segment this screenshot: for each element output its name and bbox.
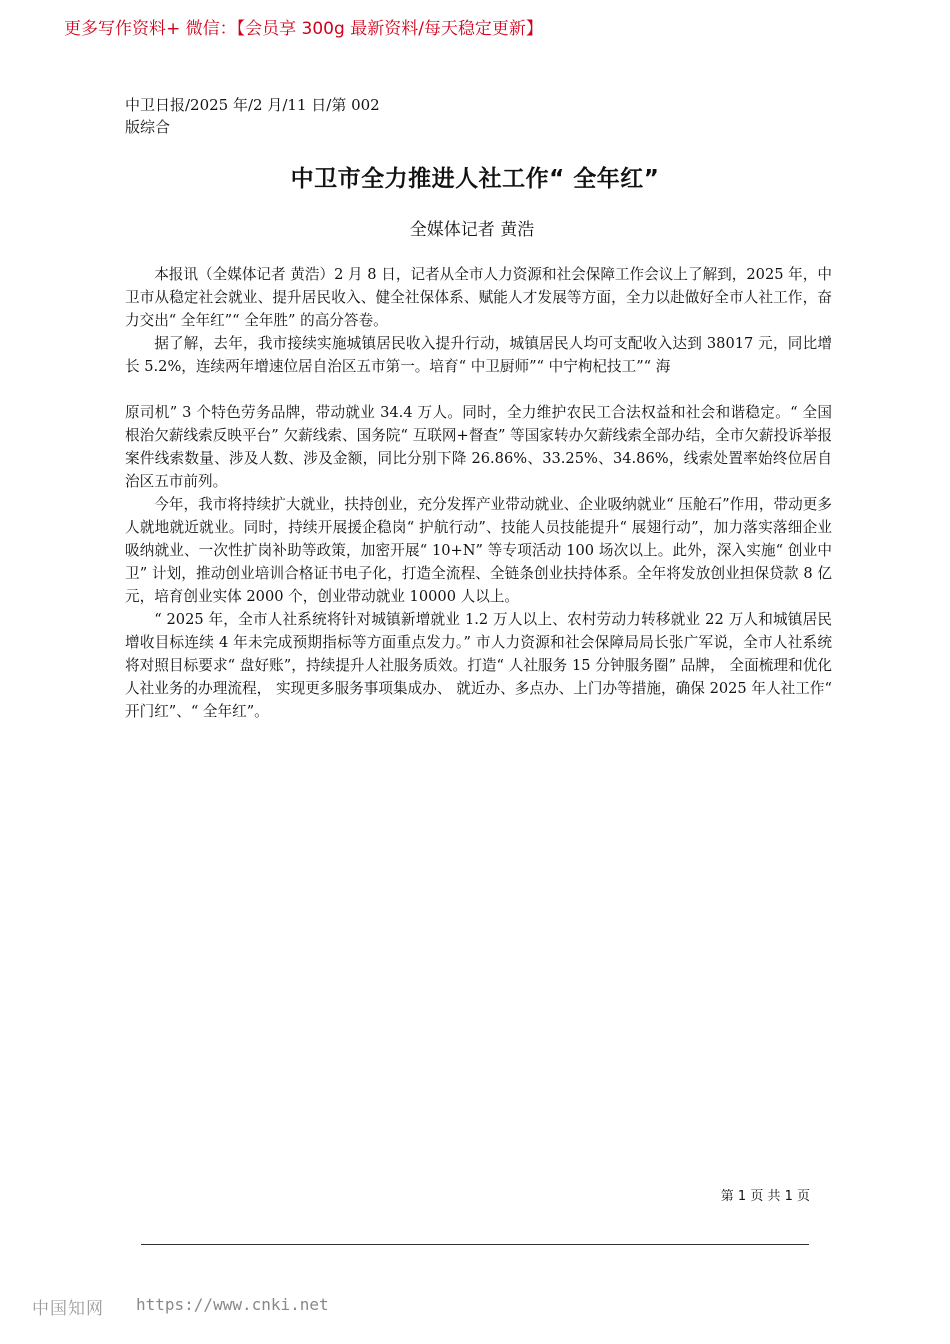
paragraph-employment-plan: 今年，我市将持续扩大就业，扶持创业，充分发挥产业带动就业、企业吸纳就业“ 压舱石”作用，带动更多人就地就近就业。同时，持续开展援企稳岗“ 护航行动”、技能人员技能提升“ 展翅行动”，加力落实落细企业吸纳就业、一次性扩岗补助等政策，加密开展“ 10+N” 等专项活动 100 场次以上。此外，深入实施“ 创业中卫” 计划，推动创业培训合格证书电子化，打造全流程、全链条创业扶持体系。全年将发放创业担保贷款 8 亿元，培育创业实体 2000 个，创业带动就业 10000 人以上。 bbox=[125, 496, 832, 605]
paragraph-income: 据了解，去年，我市接续实施城镇居民收入提升行动，城镇居民人均可支配收入达到 38017 元，同比增长 5.2%，连续两年增速位居自治区五市第一。培育“ 中卫厨师”“ 中宁枸杞技工”“ 海 bbox=[125, 335, 832, 375]
paragraph-wage-protection: 原司机” 3 个特色劳务品牌，带动就业 34.4 万人。同时，全力维护农民工合法权益和社会和谐稳定。“ 全国根治欠薪线索反映平台” 欠薪线索、国务院“ 互联网+督查” 等国家转办欠薪线索全部办结，全市欠薪投诉举报案件线索数量、涉及人数、涉及金额，同比分别下降 26.86%、33.25%、34.86%，线索处置率始终位居自治区五市前列。 bbox=[125, 404, 832, 490]
cnki-logo: 中国知网 bbox=[32, 1299, 104, 1319]
paragraph-quote: “ 2025 年，全市人社系统将针对城镇新增就业 1.2 万人以上、农村劳动力转移就业 22 万人和城镇居民增收目标连续 4 年未完成预期指标等方面重点发力。” 市人力资源和社会保障局局长张广军说，全市人社系统将对照目标要求“ 盘好账”，持续提升人社服务质效。打造“ 人社服务 15 分钟服务圈” 品牌， 全面梳理和优化人社业务的办理流程， 实现更多服务事项集成办、 就近办、多点办、上门办等措施，确保 2025 年人社工作“ 开门红”、“ 全年红”。 bbox=[125, 611, 832, 720]
cnki-url-link[interactable]: https://www.cnki.net bbox=[136, 1295, 329, 1314]
footer-divider bbox=[141, 1244, 809, 1245]
article-headline: 中卫市全力推进人社工作“ 全年红” bbox=[290, 166, 660, 192]
promo-banner: 更多写作资料+ 微信：【会员享 300g 最新资料/每天稳定更新】 bbox=[64, 19, 543, 39]
source-line: 中卫日报/2025 年/2 月/11 日/第 002 版综合 bbox=[125, 96, 380, 136]
paragraph-lead: 本报讯（全媒体记者 黄浩）2 月 8 日，记者从全市人力资源和社会保障工作会议上了解到，2025 年，中卫市从稳定社会就业、提升居民收入、健全社保体系、赋能人才发展等方面，全力以赴做好全市人社工作，奋力交出“ 全年红”“ 全年胜” 的高分答卷。 bbox=[125, 266, 832, 329]
article-byline: 全媒体记者 黄浩 bbox=[409, 220, 535, 240]
article-body bbox=[125, 263, 832, 723]
page-indicator: 第 1 页 共 1 页 bbox=[720, 1189, 810, 1204]
